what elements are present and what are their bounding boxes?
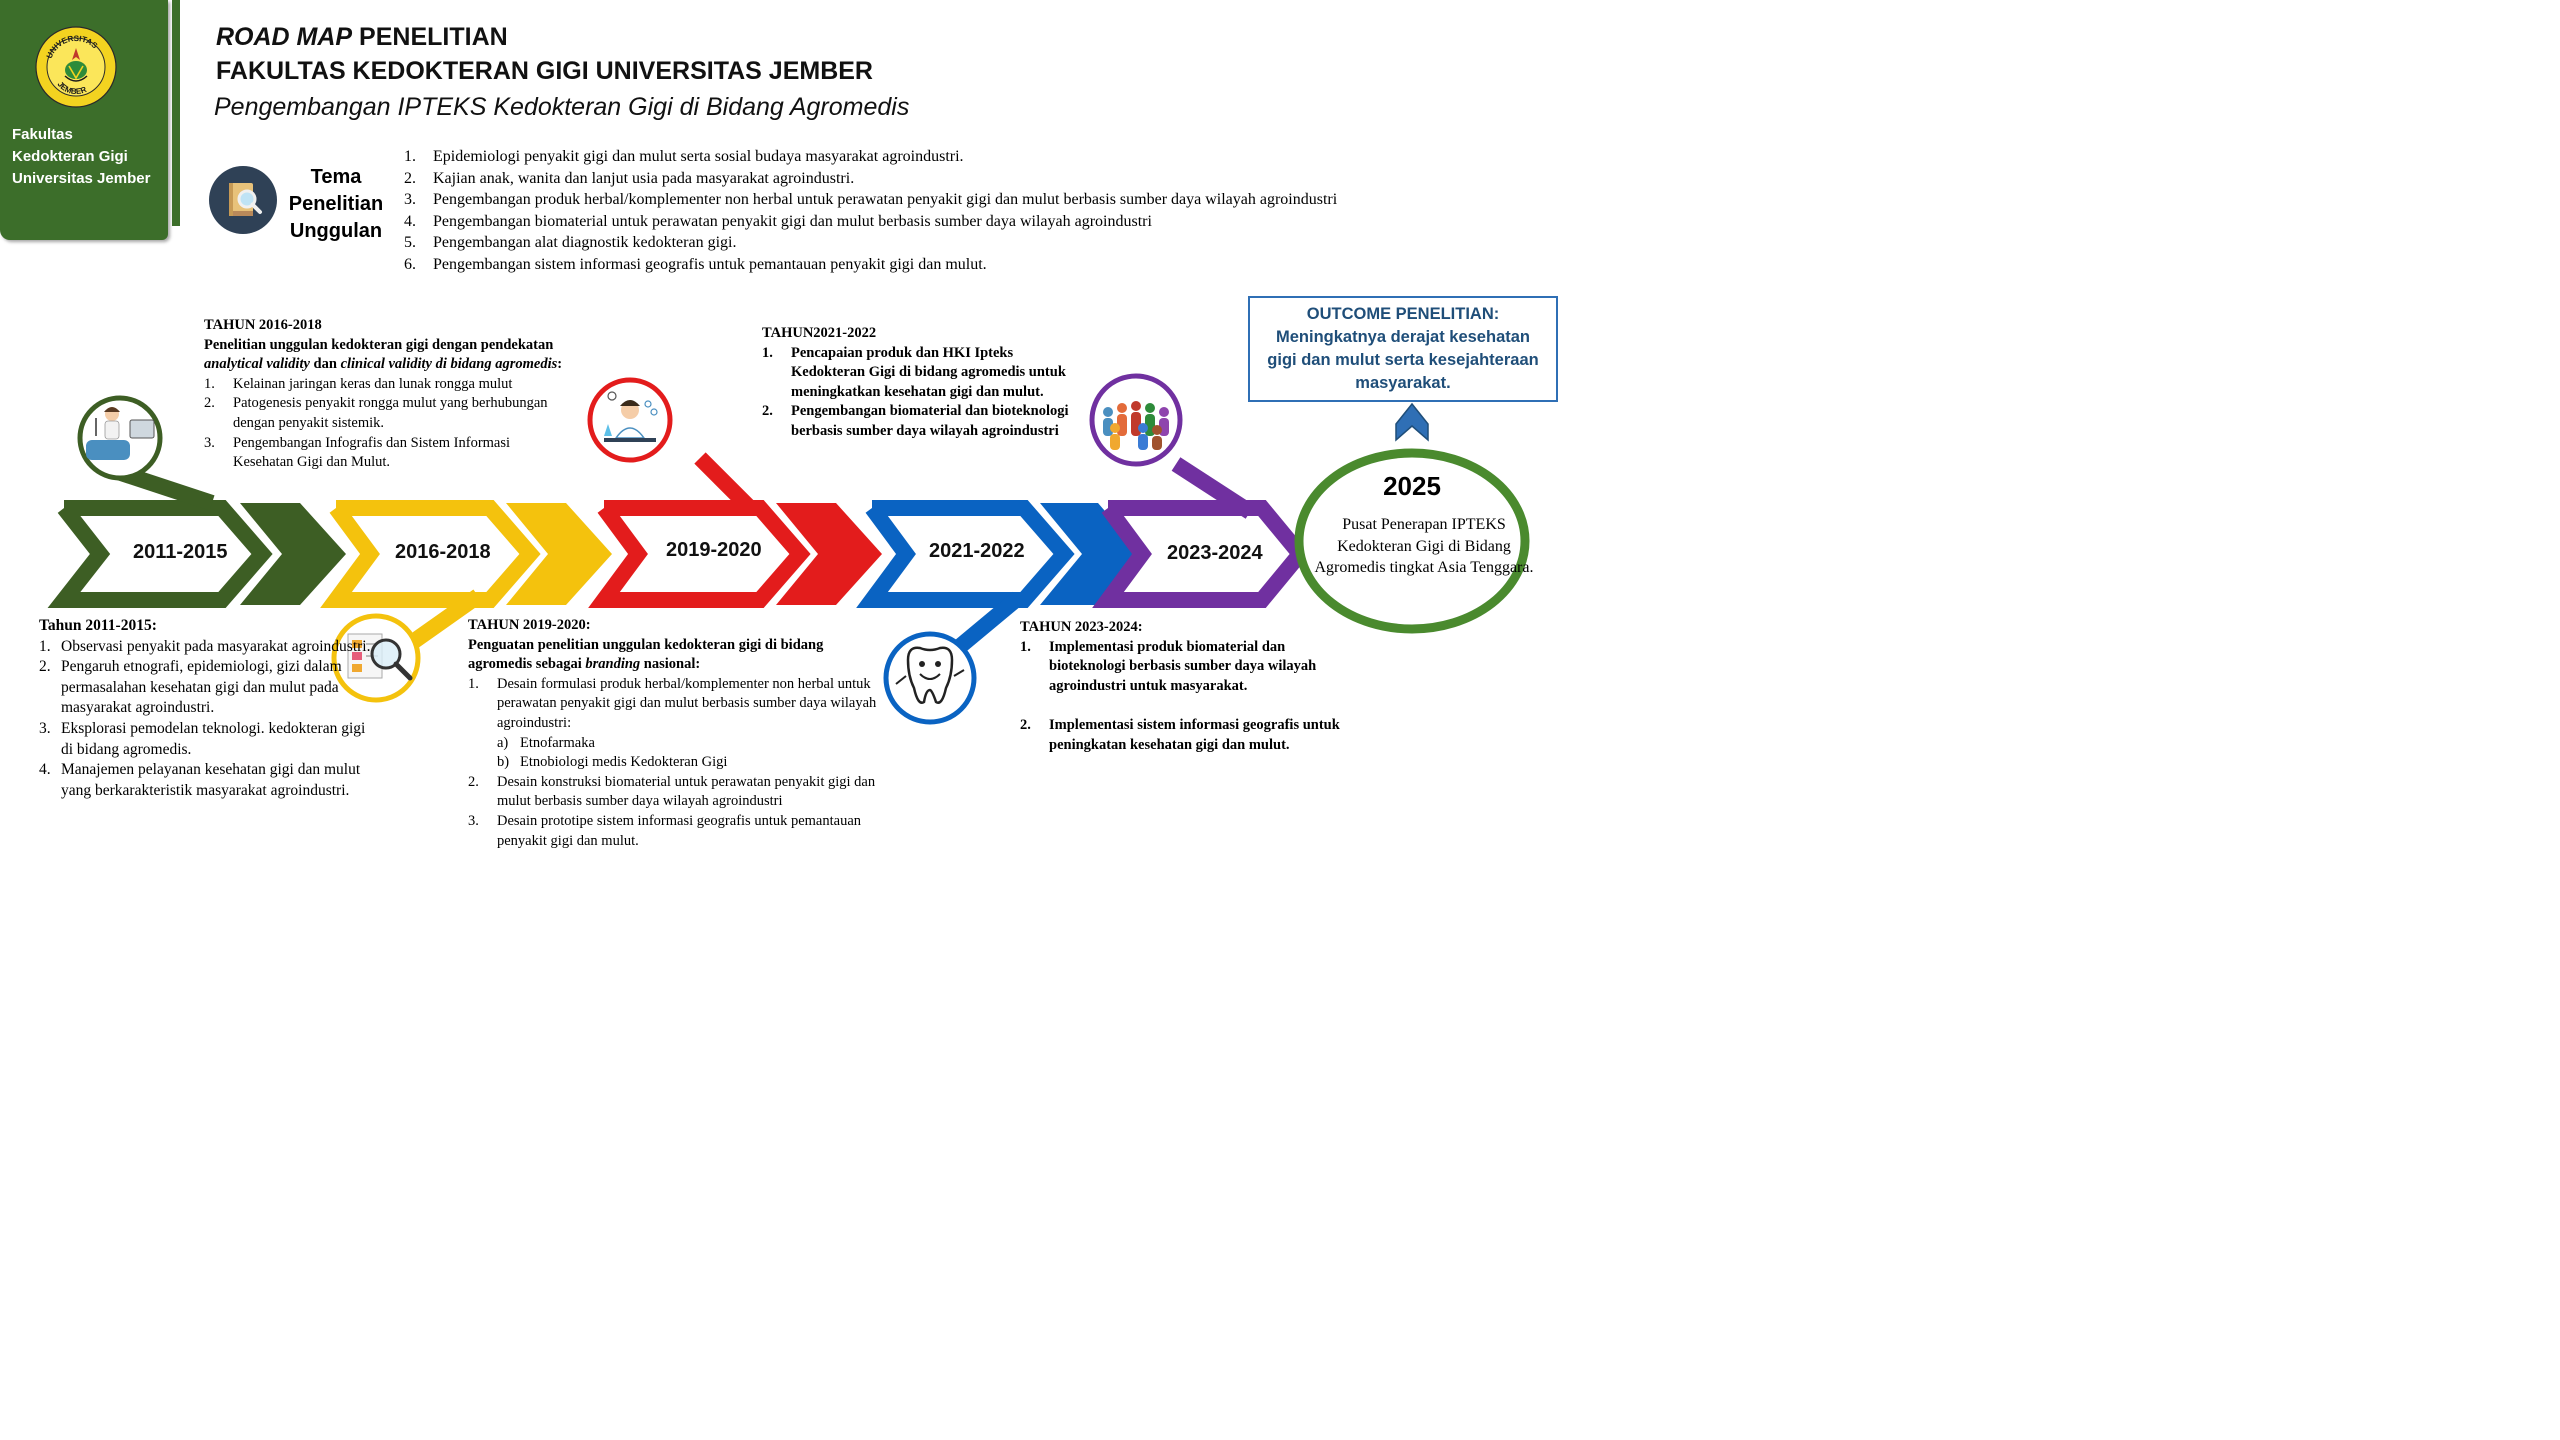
block-list <box>762 344 1082 442</box>
block-heading: TAHUN2021-2022 <box>762 325 877 341</box>
goal-year: 2025 <box>1383 471 1441 501</box>
list-item: 1. Desain formulasi produk herbal/komplementer non herbal untuk perawatan penyakit gigi dan mulut berbasis sumber daya wilayah agroindustri: a) Etnofarmaka b) Etnobiologi medis Kedokteran Gigi <box>468 675 882 773</box>
list-item: 1. Implementasi produk biomaterial dan bioteknologi berbasis sumber daya wilayah agroindustri untuk masyarakat. <box>1020 638 1317 694</box>
tema-item: 5. Pengembangan alat diagnostik kedokteran gigi. <box>404 234 737 252</box>
goal-description: Pusat Penerapan IPTEKS Kedokteran Gigi di Bidang Agromedis tingkat Asia Tenggara. <box>1314 516 1534 576</box>
tema-item: 4. Pengembangan biomaterial untuk perawatan penyakit gigi dan mulut berbasis sumber daya wilayah agroindustri <box>404 212 1152 230</box>
seal-text-top: UNIVERSITAS <box>44 33 100 60</box>
list-item: 2. Patogenesis penyakit rongga mulut yang berhubungan dengan penyakit sistemik. <box>204 395 548 431</box>
stage-arrow-2019-2020 <box>604 458 882 605</box>
block-intro: Penguatan penelitian unggulan kedokteran gigi di bidang agromedis sebagai branding nasional: <box>468 636 824 673</box>
happy-tooth-icon <box>886 634 974 722</box>
seal-text-bottom: JEMBER <box>55 79 88 97</box>
outcome-line-3: masyarakat. <box>1355 374 1451 392</box>
block-2023-2024 <box>1020 618 1340 755</box>
title-italic: ROAD MAP <box>216 23 353 51</box>
page-subtitle: Pengembangan IPTEKS Kedokteran Gigi di Bidang Agromedis <box>214 93 910 121</box>
dentist-icon <box>80 398 160 478</box>
crowd-icon <box>1092 376 1180 464</box>
stage-arrow-2023-2024 <box>1108 464 1300 600</box>
stage-label-2016-2018: 2016-2018 <box>395 541 491 563</box>
outcome-title: OUTCOME PENELITIAN: <box>1306 305 1500 323</box>
stage-label-2023-2024: 2023-2024 <box>1167 542 1263 564</box>
block-list <box>1020 638 1340 756</box>
list-item: 1. Kelainan jaringan keras dan lunak rongga mulut <box>204 375 513 392</box>
tema-label-line-2: Penelitian <box>288 193 384 215</box>
list-item: 2. Pengaruh etnografi, epidemiologi, gizi dalam permasalahan kesehatan gigi dan mulut pada masyarakat agroindustri. <box>39 658 342 717</box>
scientist-lab-icon <box>590 380 670 460</box>
sub-item: b) Etnobiologi medis Kedokteran Gigi <box>497 754 728 771</box>
list-item: 2. Desain konstruksi biomaterial untuk perawatan penyakit gigi dan mulut berbasis sumber daya wilayah agroindustri <box>468 773 876 810</box>
faculty-line-1: Fakultas <box>12 126 73 143</box>
tema-label-line-3: Unggulan <box>289 220 383 242</box>
stage-label-2019-2020: 2019-2020 <box>666 539 762 561</box>
block-heading: TAHUN 2023-2024: <box>1020 619 1143 635</box>
tema-label-line-1: Tema <box>310 166 362 188</box>
outcome-line-2: gigi dan mulut serta kesejahteraan <box>1267 351 1539 369</box>
block-list <box>468 675 882 851</box>
list-item: 3. Pengembangan Infografis dan Sistem Informasi Kesehatan Gigi dan Mulut. <box>204 434 511 471</box>
faculty-line-3: Universitas Jember <box>12 170 151 187</box>
block-2011-2015 <box>39 616 375 801</box>
sub-item: a) Etnofarmaka <box>497 734 595 751</box>
block-2016-2018 <box>204 316 574 473</box>
tema-item: 3. Pengembangan produk herbal/komplementer non herbal untuk perawatan penyakit gigi dan mulut berbasis sumber daya wilayah agroindustri <box>404 191 1338 209</box>
list-item: 2. Pengembangan biomaterial dan bioteknologi berbasis sumber daya wilayah agroindustri <box>762 403 1069 439</box>
list-item: 3. Desain prototipe sistem informasi geografis untuk pemantauan penyakit gigi dan mulut. <box>468 812 862 849</box>
list-item: 3. Eksplorasi pemodelan teknologi. kedokteran gigi di bidang agromedis. <box>39 719 366 758</box>
list-item: 1. Pencapaian produk dan HKI Ipteks Kedokteran Gigi di bidang agromedis untuk meningkatkan kesehatan gigi dan mulut. <box>762 344 1066 400</box>
stage-label-2021-2022: 2021-2022 <box>929 540 1025 562</box>
title-rest: PENELITIAN <box>352 23 508 51</box>
tema-item: 2. Kajian anak, wanita dan lanjut usia pada masyarakat agroindustri. <box>404 169 855 187</box>
block-list <box>204 375 574 473</box>
stage-label-2011-2015: 2011-2015 <box>133 541 228 563</box>
outcome-line-1: Meningkatnya derajat kesehatan <box>1275 328 1530 346</box>
list-item: 2. Implementasi sistem informasi geografis untuk peningkatan kesehatan gigi dan mulut. <box>1020 716 1340 753</box>
tema-item: 1. Epidemiologi penyakit gigi dan mulut serta sosial budaya masyarakat agroindustri. <box>404 148 964 165</box>
list-item: 1. Observasi penyakit pada masyarakat agroindustri. <box>39 637 371 655</box>
block-2019-2020 <box>468 616 882 851</box>
up-arrow-icon <box>1396 404 1428 440</box>
title-line-2: FAKULTAS KEDOKTERAN GIGI UNIVERSITAS JEMBER <box>216 57 873 85</box>
faculty-line-2: Kedokteran Gigi <box>12 148 128 165</box>
block-intro: Penelitian unggulan kedokteran gigi dengan pendekatan analytical validity dan clinical validity di bidang agromedis: <box>204 336 563 373</box>
block-heading: Tahun 2011-2015: <box>39 617 157 634</box>
block-heading: TAHUN 2019-2020: <box>468 617 591 633</box>
block-heading: TAHUN 2016-2018 <box>204 317 322 333</box>
stage-arrow-2011-2015 <box>64 472 346 605</box>
block-2021-2022 <box>762 324 1082 442</box>
tema-item: 6. Pengembangan sistem informasi geografis untuk pemantauan penyakit gigi dan mulut. <box>404 255 987 273</box>
outcome-box <box>1248 296 1558 402</box>
block-list <box>39 637 375 802</box>
list-item: 4. Manajemen pelayanan kesehatan gigi dan mulut yang berkarakteristik masyarakat agroindustri. <box>39 761 361 799</box>
